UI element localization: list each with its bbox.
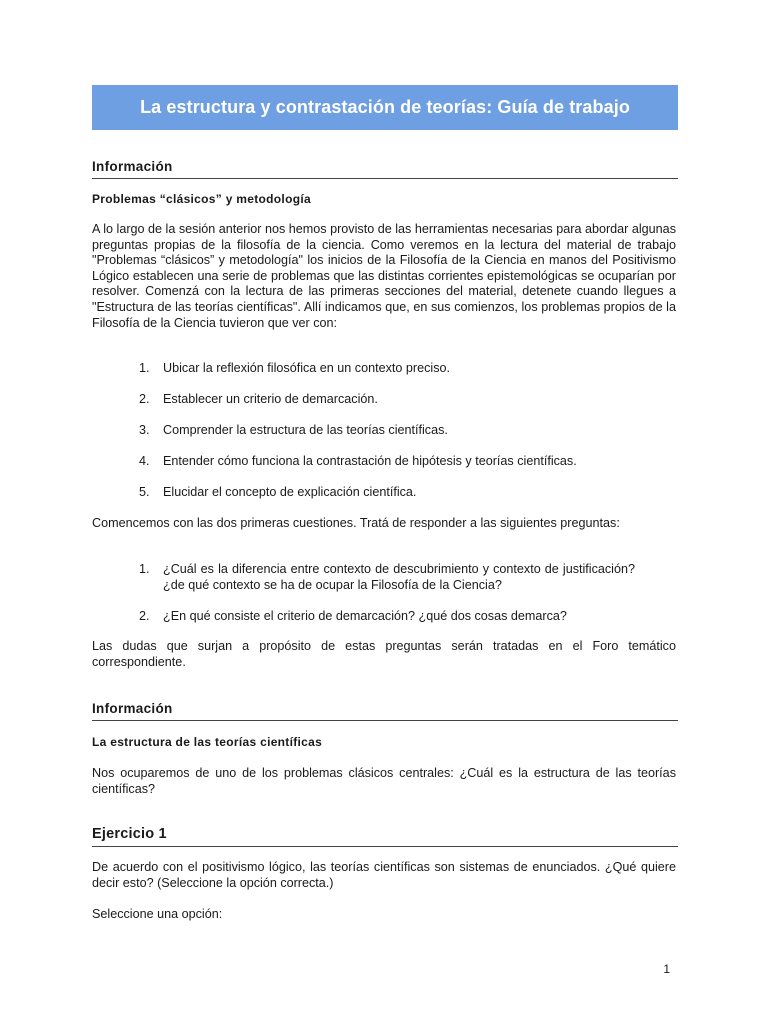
closing-paragraph: Las dudas que surjan a propósito de estas preguntas serán tratadas en el Foro temático correspondiente. xyxy=(92,639,676,669)
page-number: 1 xyxy=(663,962,670,976)
list-item: 2. ¿En qué consiste el criterio de demarcación? ¿qué dos cosas demarca? xyxy=(139,608,567,623)
list-item: 1. Ubicar la reflexión filosófica en un contexto preciso. xyxy=(139,361,451,375)
section2-paragraph: Nos ocuparemos de uno de los problemas clásicos centrales: ¿Cuál es la estructura de las teorías científicas? xyxy=(92,766,676,796)
exercise-heading: Ejercicio 1 xyxy=(92,826,678,847)
intro-paragraph: A lo largo de la sesión anterior nos hemos provisto de las herramientas necesarias para abordar algunas preguntas propias de la filosofía de la ciencia. Como veremos en la lectura del material de trabajo "Problemas “clásicos” y metodología" los inicios de la Filosofía de la Ciencia en manos del Positivismo Lógico establecen una serie de problemas que las distintas corrientes epistemológicas se ocuparían por resolver. Comenzá con la lectura de las primeras secciones del material, detenete cuando llegues a "Estructura de las teorías científicas". Allí indicamos que, en sus comienzos, los problemas propios de la Filosofía de la Ciencia tuvieron que ver con: xyxy=(92,222,676,330)
list-item: 2. Establecer un criterio de demarcación. xyxy=(139,392,378,407)
select-option-prompt: Seleccione una opción: xyxy=(92,907,223,921)
section-heading-informacion-2: Información xyxy=(92,701,678,721)
questions-list xyxy=(139,562,635,624)
exercise-paragraph: De acuerdo con el positivismo lógico, las teorías científicas son sistemas de enunciados. ¿Qué quiere decir esto? (Seleccione la opción correcta.) xyxy=(92,860,676,890)
list-item: 3. Comprender la estructura de las teorías científicas. xyxy=(139,423,448,438)
document-title: La estructura y contrastación de teorías: Guía de trabajo xyxy=(92,85,678,130)
questions-intro-paragraph: Comencemos con las dos primeras cuestiones. Tratá de responder a las siguientes preguntas: xyxy=(92,516,620,530)
subheading-estructura-teorias: La estructura de las teorías científicas xyxy=(92,735,323,749)
problems-list xyxy=(139,361,639,501)
list-item: 5. Elucidar el concepto de explicación científica. xyxy=(139,485,417,500)
list-item: 4. Entender cómo funciona la contrastación de hipótesis y teorías científicas. xyxy=(139,454,577,469)
section-heading-informacion-1: Información xyxy=(92,159,678,179)
subheading-problemas-clasicos: Problemas “clásicos” y metodología xyxy=(92,192,311,206)
list-item: 1. ¿Cuál es la diferencia entre contexto de descubrimiento y contexto de justificación? ¿de qué contexto se ha de ocupar la Filosofía de la Ciencia? xyxy=(139,562,635,592)
